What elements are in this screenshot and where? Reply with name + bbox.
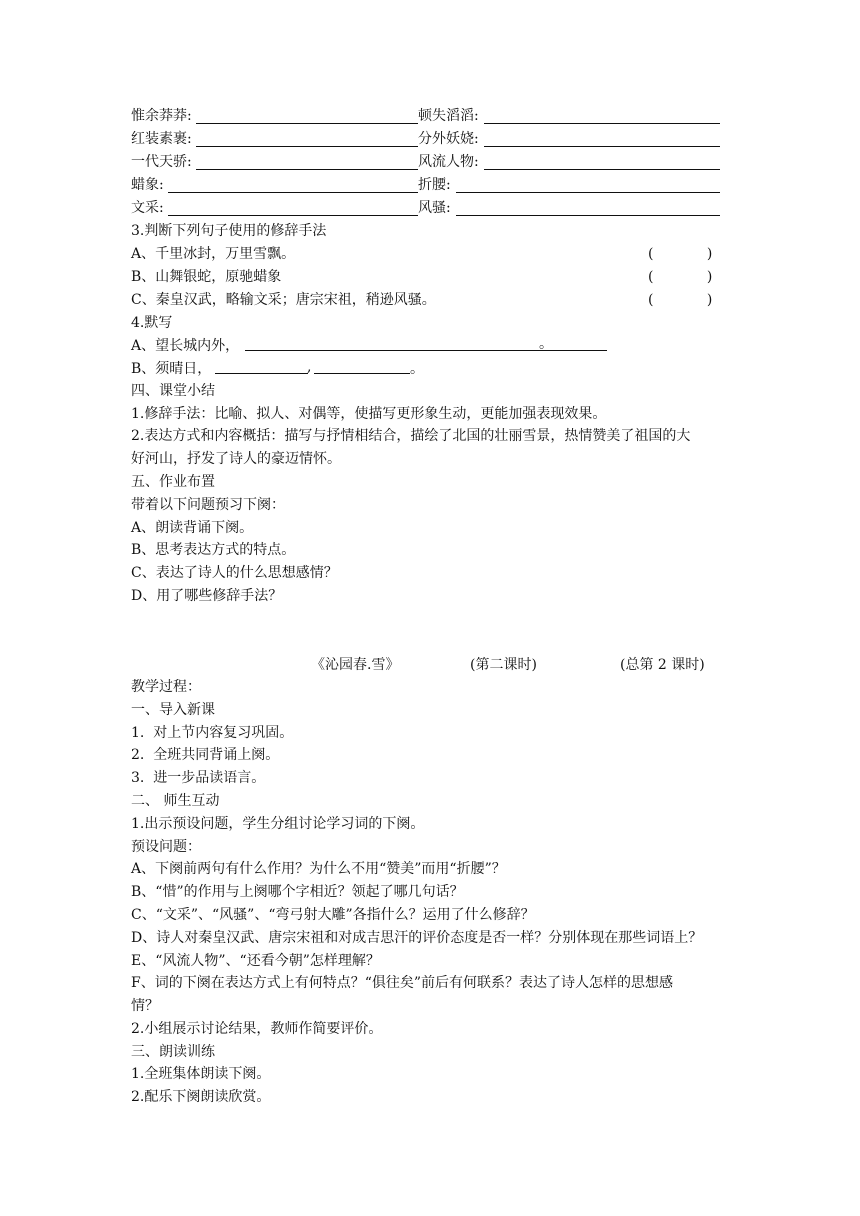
vocab-term-right: 分外妖娆: [418,131,479,147]
section-heading: 五、作业布置 [131,474,215,490]
question-item: B、山舞银蛇，原驰蜡象 [131,269,282,285]
answer-paren[interactable]: ( ) [648,246,713,262]
vocab-term-right: 折腰: [418,177,451,193]
vocab-term-left: 红装素裹: [131,131,192,147]
vocab-term-left: 惟余莽莽: [131,108,192,124]
question-item: F、词的下阕在表达方式上有何特点？“俱往矣”前后有何联系？表达了诗人怎样的思想感 [131,975,674,991]
blank-comma: , [307,359,312,375]
vocab-term-left: 一代天骄: [131,154,192,170]
question-item: C、秦皇汉武，略输文采；唐宗宋祖，稍逊风骚。 [131,292,436,308]
answer-blank[interactable] [314,373,410,374]
question-item: B、须晴日， [131,361,212,377]
question-item: C、“文采”、“风骚”、“弯弓射大雕”各指什么？运用了什么修辞？ [131,907,535,923]
lesson-total: (总第 2 课时) [620,657,705,673]
vocab-term-right: 风骚: [418,200,451,216]
blank-period: 。 [539,336,553,352]
paragraph-line: 带着以下问题预习下阕： [131,497,285,513]
section-heading: 四、课堂小结 [131,383,215,399]
question-item: A、下阕前两句有什么作用？为什么不用“赞美”而用“折腰”？ [131,861,506,877]
list-item: 1.全班集体朗读下阕。 [131,1066,271,1082]
question-title: 4.默写 [131,315,173,331]
question-item: 情？ [131,998,159,1014]
question-item: E、“风流人物”、“还看今朝”怎样理解？ [131,953,380,969]
answer-blank[interactable] [168,192,418,193]
lesson-number: (第二课时) [470,657,537,673]
paragraph-line: 1.出示预设问题，学生分组讨论学习词的下阕。 [131,816,425,832]
question-item: D、诗人对秦皇汉武、唐宗宋祖和对成吉思汗的评价态度是否一样？分别体现在那些词语上？ [131,930,703,946]
paragraph-line: 1.修辞手法：比喻、拟人、对偶等，使描写更形象生动，更能加强表现效果。 [131,406,607,422]
answer-blank[interactable] [196,169,418,170]
question-item: A、望长城内外， [131,338,240,354]
list-item: C、表达了诗人的什么思想感情？ [131,565,338,581]
answer-blank[interactable] [456,192,720,193]
list-item: 2. 全班共同背诵上阕。 [131,747,280,763]
question-title: 3.判断下列句子使用的修辞手法 [131,223,327,239]
list-item: 3. 进一步品读语言。 [131,770,266,786]
list-item: 1. 对上节内容复习巩固。 [131,725,294,741]
vocab-term-right: 顿失滔滔: [418,108,479,124]
lesson-title: 《沁园春.雪》 [311,657,400,673]
answer-blank[interactable] [456,215,720,216]
answer-paren[interactable]: ( ) [648,292,713,308]
paragraph-line: 预设问题： [131,839,201,855]
paragraph-line: 2.表达方式和内容概括：描写与抒情相结合，描绘了北国的壮丽雪景，热情赞美了祖国的大 [131,428,691,444]
list-item: D、用了哪些修辞手法？ [131,588,283,604]
answer-paren[interactable]: ( ) [648,269,713,285]
vocab-term-left: 蜡象: [131,177,164,193]
answer-blank[interactable] [484,123,720,124]
section-heading: 二、 师生互动 [131,793,220,809]
answer-blank[interactable] [484,146,720,147]
list-item: 2.配乐下阕朗读欣赏。 [131,1089,271,1105]
section-heading: 教学过程： [131,679,201,695]
answer-blank[interactable] [196,123,418,124]
list-item: B、思考表达方式的特点。 [131,542,296,558]
paragraph-line: 2.小组展示讨论结果，教师作简要评价。 [131,1021,383,1037]
answer-blank[interactable] [168,215,418,216]
section-heading: 三、朗读训练 [131,1044,215,1060]
paragraph-line: 好河山，抒发了诗人的豪迈情怀。 [131,451,341,467]
answer-blank[interactable] [484,169,720,170]
question-item: B、“惜”的作用与上阕哪个字相近？领起了哪几句话？ [131,884,464,900]
vocab-term-right: 风流人物: [418,154,479,170]
question-item: A、千里冰封，万里雪飘。 [131,246,296,262]
blank-period: 。 [410,361,424,377]
answer-blank[interactable] [196,146,418,147]
vocab-term-left: 文采: [131,200,164,216]
list-item: A、朗读背诵下阕。 [131,520,254,536]
section-heading: 一、导入新课 [131,702,215,718]
answer-blank[interactable] [215,373,308,374]
